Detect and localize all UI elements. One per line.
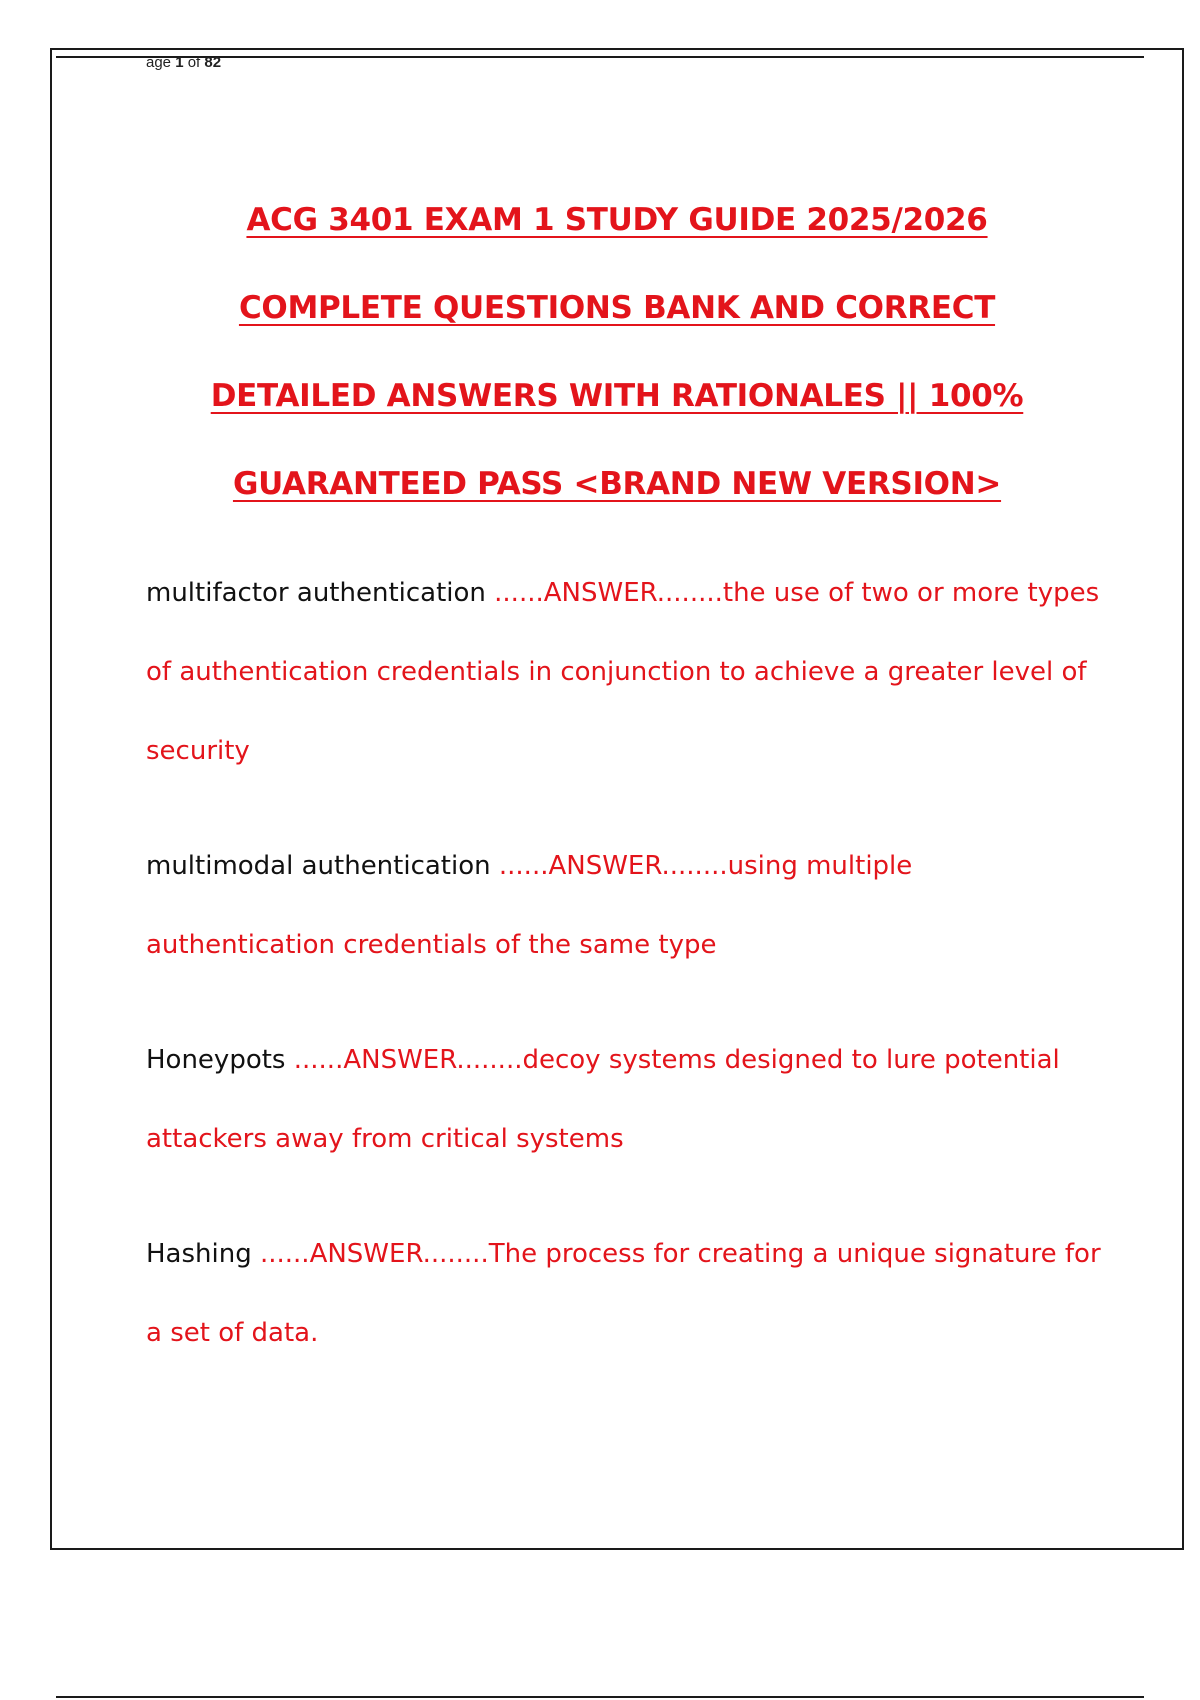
qa-answer: ......ANSWER........using multiple authentication credentials of the same type <box>146 851 913 960</box>
qa-list <box>146 554 1106 1409</box>
page-total: 82 <box>204 54 222 71</box>
document-title <box>50 176 1184 528</box>
qa-term: Hashing <box>146 1239 260 1269</box>
page-counter-of: of <box>183 54 205 71</box>
qa-term: multimodal authentication <box>146 851 499 881</box>
page-counter <box>146 54 221 72</box>
qa-term: multifactor authentication <box>146 578 495 608</box>
qa-answer: ......ANSWER........decoy systems designed to lure potential attackers away from critical systems <box>146 1045 1060 1154</box>
title-line-1: ACG 3401 EXAM 1 STUDY GUIDE 2025/2026 <box>246 202 988 238</box>
qa-item <box>146 827 1106 985</box>
qa-item <box>146 1215 1106 1373</box>
qa-term: Honeypots <box>146 1045 294 1075</box>
page-counter-prefix: age <box>146 54 176 71</box>
title-line-3: DETAILED ANSWERS WITH RATIONALES || 100% <box>210 378 1024 414</box>
footer-rule <box>56 1696 1144 1698</box>
title-line-2: COMPLETE QUESTIONS BANK AND CORRECT <box>238 290 996 326</box>
page-current: 1 <box>175 54 184 71</box>
qa-answer: ......ANSWER........The process for creating a unique signature for a set of data. <box>146 1239 1101 1348</box>
qa-item <box>146 1021 1106 1179</box>
qa-item <box>146 554 1106 791</box>
qa-answer: ......ANSWER........the use of two or more types of authentication credentials in conjunction to achieve a greater level of security <box>146 578 1100 766</box>
title-line-4: GUARANTEED PASS <BRAND NEW VERSION> <box>232 466 1002 502</box>
